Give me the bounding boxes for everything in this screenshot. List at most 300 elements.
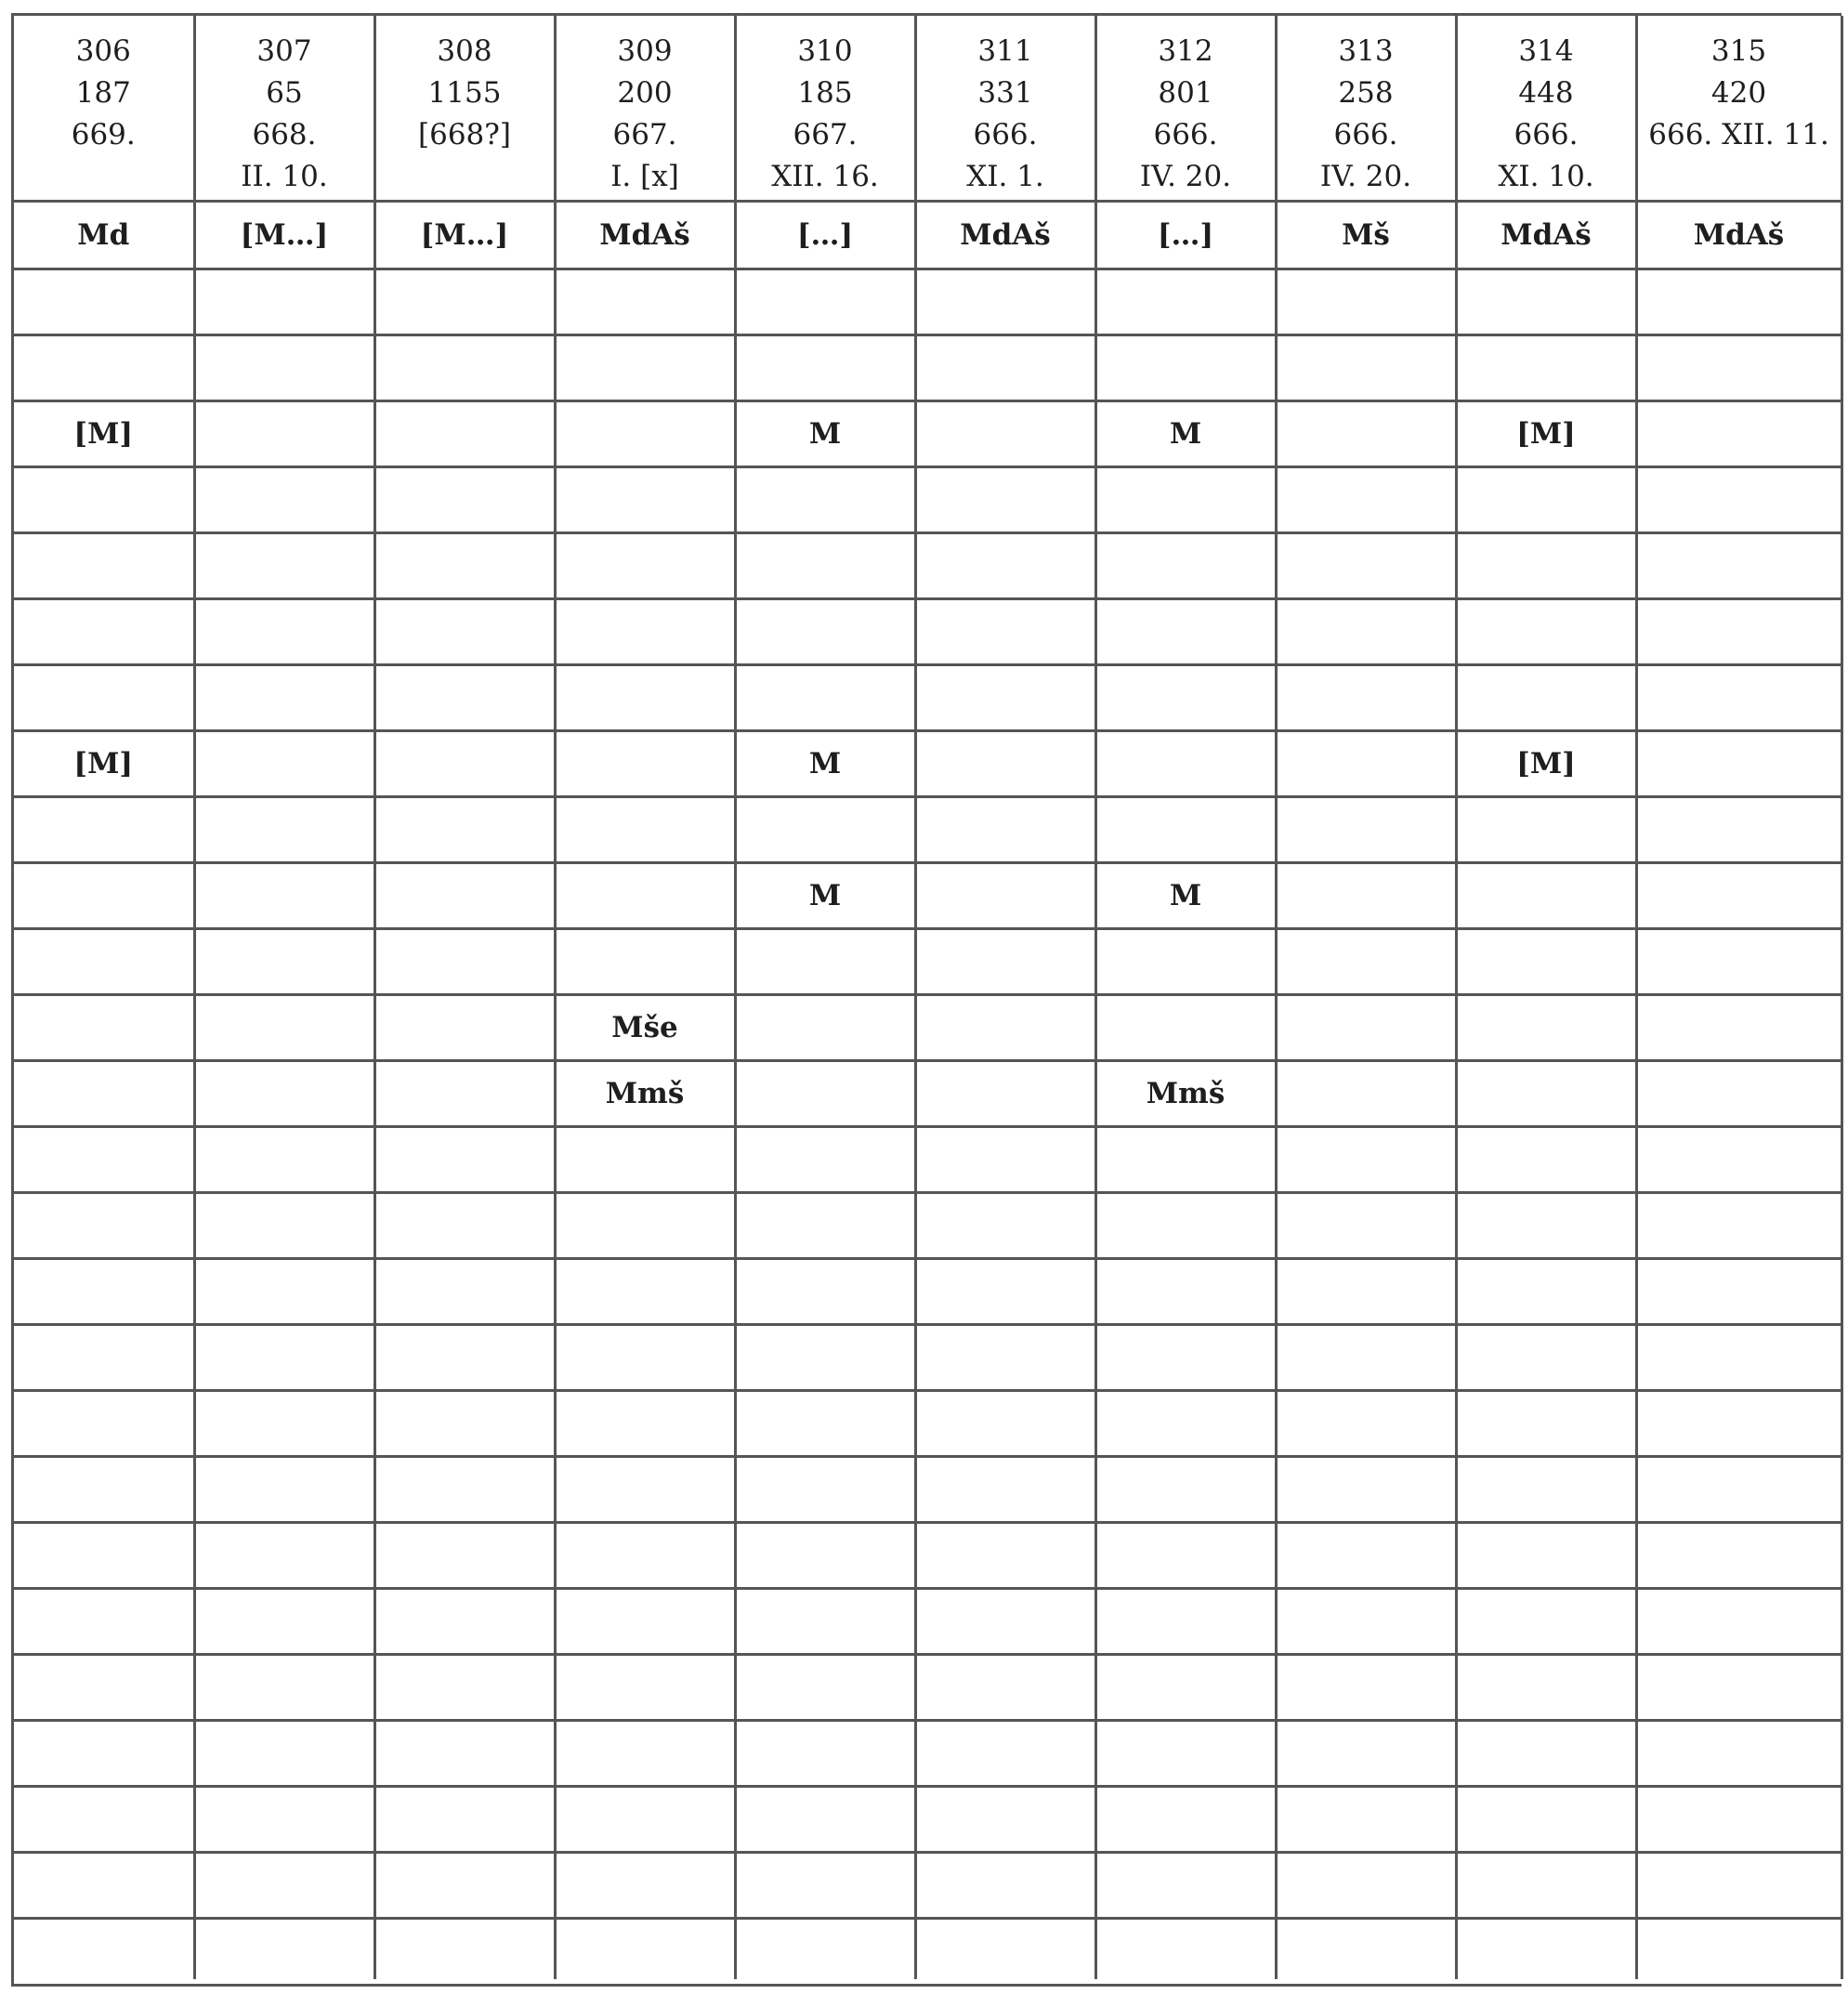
column-header: [374, 16, 555, 201]
table-row: [14, 862, 1841, 928]
table-cell: [1456, 1456, 1636, 1522]
table-cell: [915, 400, 1095, 466]
table-cell: [1095, 1456, 1276, 1522]
table-row: [14, 334, 1841, 400]
table-cell: [915, 466, 1095, 532]
table-cell: [14, 994, 194, 1060]
table-cell: [1276, 1522, 1456, 1588]
table-cell: [735, 928, 915, 994]
table-cell: [1636, 1786, 1841, 1852]
table-cell: [194, 994, 374, 1060]
table-cell: [1456, 928, 1636, 994]
table-cell: [735, 598, 915, 664]
table-cell: [1276, 928, 1456, 994]
table-cell: [1276, 796, 1456, 862]
column-header: [1276, 16, 1456, 201]
table-cell: [1276, 1390, 1456, 1456]
table-cell: [915, 796, 1095, 862]
table-row: [14, 928, 1841, 994]
table-cell: [555, 730, 735, 796]
table-row: [14, 1654, 1841, 1720]
table-cell: [374, 334, 555, 400]
header-line: IV. 20.: [1319, 160, 1412, 193]
table-cell: [374, 598, 555, 664]
header-line: 668.: [252, 118, 317, 151]
table-cell: [1276, 730, 1456, 796]
header-line: 667.: [612, 118, 677, 151]
table-cell: [1636, 928, 1841, 994]
table-cell: [1456, 1786, 1636, 1852]
table-cell: [374, 1390, 555, 1456]
table-cell: [555, 1324, 735, 1390]
table-cell: [1456, 598, 1636, 664]
table-cell: [1456, 664, 1636, 730]
table-cell: [1636, 1720, 1841, 1786]
table-cell: [194, 862, 374, 928]
table-cell: [1276, 1192, 1456, 1258]
header-line: 65: [266, 76, 303, 110]
header-line: 1155: [427, 76, 502, 110]
header-line: II. 10.: [241, 160, 328, 193]
table-cell: [374, 1126, 555, 1192]
table-cell: [374, 1720, 555, 1786]
table-cell: [555, 862, 735, 928]
header-line: 666. XII. 11.: [1648, 118, 1829, 151]
table-cell: [14, 1786, 194, 1852]
table-cell: [374, 796, 555, 862]
table-cell: [374, 1786, 555, 1852]
table-cell: [1095, 1720, 1276, 1786]
table-cell: [14, 269, 194, 334]
header-line: 666.: [973, 118, 1038, 151]
table-cell: [915, 862, 1095, 928]
table-cell: [915, 269, 1095, 334]
table-cell: [374, 1654, 555, 1720]
table-cell: [1636, 1060, 1841, 1126]
table-row: [14, 400, 1841, 466]
table-cell: [555, 1786, 735, 1852]
table-cell: [14, 598, 194, 664]
table-cell: [374, 1324, 555, 1390]
table-cell: [735, 1522, 915, 1588]
table-cell: [1636, 1192, 1841, 1258]
table-cell: [915, 1654, 1095, 1720]
table-cell: [1456, 532, 1636, 598]
table-cell: [1276, 1060, 1456, 1126]
table-cell: [374, 400, 555, 466]
table-cell: M: [735, 862, 915, 928]
table-cell: [1095, 598, 1276, 664]
table-cell: [194, 1390, 374, 1456]
table-cell: [735, 466, 915, 532]
table-cell: [555, 1192, 735, 1258]
table-row: [14, 1060, 1841, 1126]
table-cell: [555, 334, 735, 400]
table-cell: [194, 1192, 374, 1258]
table-cell: [735, 269, 915, 334]
table-cell: [194, 1126, 374, 1192]
register-table-body: [14, 16, 1841, 1979]
table-row: [14, 1258, 1841, 1324]
table-cell: [374, 994, 555, 1060]
table-row: [14, 1786, 1841, 1852]
table-cell: [1276, 1456, 1456, 1522]
table-cell: [1456, 334, 1636, 400]
table-cell: [374, 532, 555, 598]
table-row: [14, 269, 1841, 334]
table-cell: [735, 1258, 915, 1324]
table-cell: [1636, 1654, 1841, 1720]
table-cell: [555, 796, 735, 862]
table-cell: [1456, 1258, 1636, 1324]
table-cell: [735, 1918, 915, 1979]
table-cell: [374, 928, 555, 994]
table-cell: [194, 1258, 374, 1324]
table-cell: [735, 334, 915, 400]
table-cell: [194, 598, 374, 664]
header-line: 307: [256, 34, 312, 68]
table-cell: [14, 1456, 194, 1522]
table-cell: [555, 400, 735, 466]
table-cell: [1636, 400, 1841, 466]
table-cell: [1456, 1060, 1636, 1126]
table-cell: [1456, 1390, 1636, 1456]
table-row: [14, 1324, 1841, 1390]
header-line: XII. 16.: [771, 160, 879, 193]
table-cell: [1456, 1522, 1636, 1588]
table-cell: [14, 1324, 194, 1390]
table-cell: [1095, 1786, 1276, 1852]
table-cell: [1276, 1258, 1456, 1324]
table-cell: [194, 400, 374, 466]
table-row: [14, 1390, 1841, 1456]
column-header: [915, 16, 1095, 201]
table-cell: [555, 1654, 735, 1720]
table-cell: [1456, 1918, 1636, 1979]
header-line: 310: [797, 34, 853, 68]
table-cell: [194, 1060, 374, 1126]
table-cell: [1276, 532, 1456, 598]
table-cell: [1276, 1588, 1456, 1654]
table-row: [14, 1522, 1841, 1588]
table-cell: [555, 1852, 735, 1918]
table-row: [14, 532, 1841, 598]
table-cell: [735, 532, 915, 598]
table-cell: [1095, 269, 1276, 334]
table-row: [14, 796, 1841, 862]
table-cell: [1276, 598, 1456, 664]
table-cell: [1276, 400, 1456, 466]
siglum-row: [14, 201, 1841, 269]
table-cell: [374, 862, 555, 928]
table-cell: M: [1095, 400, 1276, 466]
table-cell: [915, 1522, 1095, 1588]
table-row: [14, 466, 1841, 532]
header-line: 309: [617, 34, 673, 68]
table-cell: [555, 1390, 735, 1456]
table-cell: [194, 1786, 374, 1852]
table-cell: [915, 532, 1095, 598]
table-cell: [14, 1390, 194, 1456]
table-cell: [194, 334, 374, 400]
siglum-cell: […]: [1095, 201, 1276, 269]
table-cell: [1276, 269, 1456, 334]
siglum-cell: MdAš: [1456, 201, 1636, 269]
table-cell: [194, 1654, 374, 1720]
table-cell: [1095, 466, 1276, 532]
table-cell: [374, 730, 555, 796]
table-cell: [1095, 1126, 1276, 1192]
table-cell: [555, 1588, 735, 1654]
table-cell: [1456, 862, 1636, 928]
table-cell: [194, 1588, 374, 1654]
table-cell: [194, 1852, 374, 1918]
table-cell: [1095, 730, 1276, 796]
table-cell: [1276, 1918, 1456, 1979]
register-table: [14, 16, 1843, 1979]
table-cell: [1636, 334, 1841, 400]
table-cell: [194, 1522, 374, 1588]
table-cell: [915, 928, 1095, 994]
table-row: [14, 730, 1841, 796]
table-cell: [915, 1324, 1095, 1390]
table-cell: [1456, 796, 1636, 862]
table-cell: [735, 1654, 915, 1720]
header-line: 187: [75, 76, 131, 110]
table-cell: [1276, 994, 1456, 1060]
column-header: [1095, 16, 1276, 201]
table-cell: [555, 1126, 735, 1192]
table-cell: [1095, 994, 1276, 1060]
table-row: [14, 1456, 1841, 1522]
table-cell: [915, 1192, 1095, 1258]
table-cell: [1095, 1522, 1276, 1588]
table-cell: [1276, 466, 1456, 532]
table-cell: [1456, 269, 1636, 334]
table-cell: [555, 1720, 735, 1786]
table-cell: [555, 1456, 735, 1522]
table-cell: [1095, 334, 1276, 400]
table-cell: [M]: [14, 730, 194, 796]
table-cell: [735, 1720, 915, 1786]
table-cell: [1095, 796, 1276, 862]
table-cell: [374, 1192, 555, 1258]
table-cell: [735, 796, 915, 862]
siglum-cell: [M…]: [194, 201, 374, 269]
table-cell: M: [735, 730, 915, 796]
header-line: 200: [617, 76, 673, 110]
table-cell: [915, 730, 1095, 796]
table-cell: [M]: [14, 400, 194, 466]
table-cell: [915, 1126, 1095, 1192]
table-cell: [194, 1456, 374, 1522]
table-cell: [1456, 1192, 1636, 1258]
table-cell: [555, 928, 735, 994]
table-cell: [1095, 1588, 1276, 1654]
table-cell: [1095, 532, 1276, 598]
header-line: 448: [1518, 76, 1574, 110]
table-cell: [1636, 598, 1841, 664]
table-cell: [194, 928, 374, 994]
table-cell: [1636, 466, 1841, 532]
table-cell: [1276, 664, 1456, 730]
table-cell: [1636, 1456, 1841, 1522]
table-cell: [14, 862, 194, 928]
table-cell: [374, 1060, 555, 1126]
table-cell: [555, 664, 735, 730]
table-cell: [14, 1654, 194, 1720]
header-line: 666.: [1333, 118, 1398, 151]
table-cell: M: [1095, 862, 1276, 928]
table-cell: [555, 532, 735, 598]
table-cell: [915, 1852, 1095, 1918]
table-cell: [374, 1456, 555, 1522]
siglum-cell: […]: [735, 201, 915, 269]
table-cell: [915, 598, 1095, 664]
table-cell: [915, 1588, 1095, 1654]
table-cell: [735, 664, 915, 730]
table-cell: [555, 598, 735, 664]
table-row: [14, 1720, 1841, 1786]
table-cell: [915, 1060, 1095, 1126]
table-cell: [1276, 862, 1456, 928]
header-line: XI. 1.: [966, 160, 1044, 193]
table-cell: [14, 664, 194, 730]
table-cell: [1276, 1324, 1456, 1390]
table-cell: [1456, 1588, 1636, 1654]
table-cell: [555, 269, 735, 334]
table-cell: [1095, 1852, 1276, 1918]
table-cell: [735, 1852, 915, 1918]
table-cell: [735, 1192, 915, 1258]
table-cell: [1636, 1126, 1841, 1192]
header-line: IV. 20.: [1139, 160, 1232, 193]
header-line: I. [x]: [610, 160, 679, 193]
table-cell: [14, 1192, 194, 1258]
table-cell: Mše: [555, 994, 735, 1060]
table-cell: [915, 1258, 1095, 1324]
table-cell: [735, 1588, 915, 1654]
table-cell: [1095, 1258, 1276, 1324]
table-cell: [1456, 1324, 1636, 1390]
table-cell: [14, 1720, 194, 1786]
table-cell: [1636, 1258, 1841, 1324]
table-cell: [1095, 1324, 1276, 1390]
header-line: 306: [75, 34, 131, 68]
table-cell: [1456, 1654, 1636, 1720]
table-cell: [374, 1852, 555, 1918]
table-cell: [14, 466, 194, 532]
table-cell: [M]: [1456, 730, 1636, 796]
table-cell: [735, 1456, 915, 1522]
column-header: [555, 16, 735, 201]
siglum-cell: [M…]: [374, 201, 555, 269]
table-row: [14, 1588, 1841, 1654]
table-cell: [1636, 1522, 1841, 1588]
table-cell: [555, 1918, 735, 1979]
table-cell: [1276, 1126, 1456, 1192]
header-line: 308: [437, 34, 492, 68]
table-row: [14, 1918, 1841, 1979]
register-table-frame: [11, 13, 1841, 1987]
table-cell: [194, 1324, 374, 1390]
table-cell: [M]: [1456, 400, 1636, 466]
table-cell: M: [735, 400, 915, 466]
table-row: [14, 1126, 1841, 1192]
table-cell: [915, 334, 1095, 400]
table-cell: [374, 1258, 555, 1324]
table-cell: [374, 269, 555, 334]
header-line: 420: [1710, 76, 1767, 110]
table-row: [14, 598, 1841, 664]
table-cell: [915, 994, 1095, 1060]
table-cell: [194, 466, 374, 532]
table-row: [14, 1192, 1841, 1258]
table-cell: [1095, 1654, 1276, 1720]
table-cell: [1276, 1654, 1456, 1720]
table-cell: [374, 466, 555, 532]
header-line: 667.: [793, 118, 858, 151]
table-cell: [1276, 1852, 1456, 1918]
header-line: 315: [1710, 34, 1767, 68]
table-cell: [1276, 1720, 1456, 1786]
table-cell: [1636, 1324, 1841, 1390]
table-cell: [735, 1786, 915, 1852]
table-cell: [374, 1522, 555, 1588]
table-cell: [14, 1852, 194, 1918]
table-cell: [14, 928, 194, 994]
header-line: [668?]: [418, 118, 511, 151]
table-cell: [14, 1588, 194, 1654]
header-line: 312: [1158, 34, 1213, 68]
table-cell: [1636, 994, 1841, 1060]
table-cell: [735, 994, 915, 1060]
table-cell: [1636, 1390, 1841, 1456]
column-header: [14, 16, 194, 201]
siglum-cell: Md: [14, 201, 194, 269]
table-cell: [194, 730, 374, 796]
table-cell: [1276, 1786, 1456, 1852]
table-cell: [915, 1390, 1095, 1456]
table-cell: [1636, 1918, 1841, 1979]
table-row: [14, 994, 1841, 1060]
header-line: 185: [797, 76, 853, 110]
header-line: 666.: [1514, 118, 1579, 151]
table-cell: [1636, 269, 1841, 334]
table-cell: [14, 1918, 194, 1979]
table-cell: [1636, 730, 1841, 796]
siglum-cell: MdAš: [555, 201, 735, 269]
table-cell: [14, 1258, 194, 1324]
table-row: [14, 1852, 1841, 1918]
table-cell: [374, 1918, 555, 1979]
table-cell: [1636, 1852, 1841, 1918]
table-cell: [1095, 928, 1276, 994]
siglum-cell: MdAš: [1636, 201, 1841, 269]
table-cell: [1636, 862, 1841, 928]
table-cell: [374, 1588, 555, 1654]
table-cell: [915, 1786, 1095, 1852]
table-cell: [1456, 1126, 1636, 1192]
table-cell: [735, 1324, 915, 1390]
table-cell: [14, 796, 194, 862]
header-line: 258: [1338, 76, 1394, 110]
table-cell: [14, 1522, 194, 1588]
table-cell: Mmš: [555, 1060, 735, 1126]
table-cell: [915, 1720, 1095, 1786]
table-cell: [14, 532, 194, 598]
table-cell: [14, 1060, 194, 1126]
